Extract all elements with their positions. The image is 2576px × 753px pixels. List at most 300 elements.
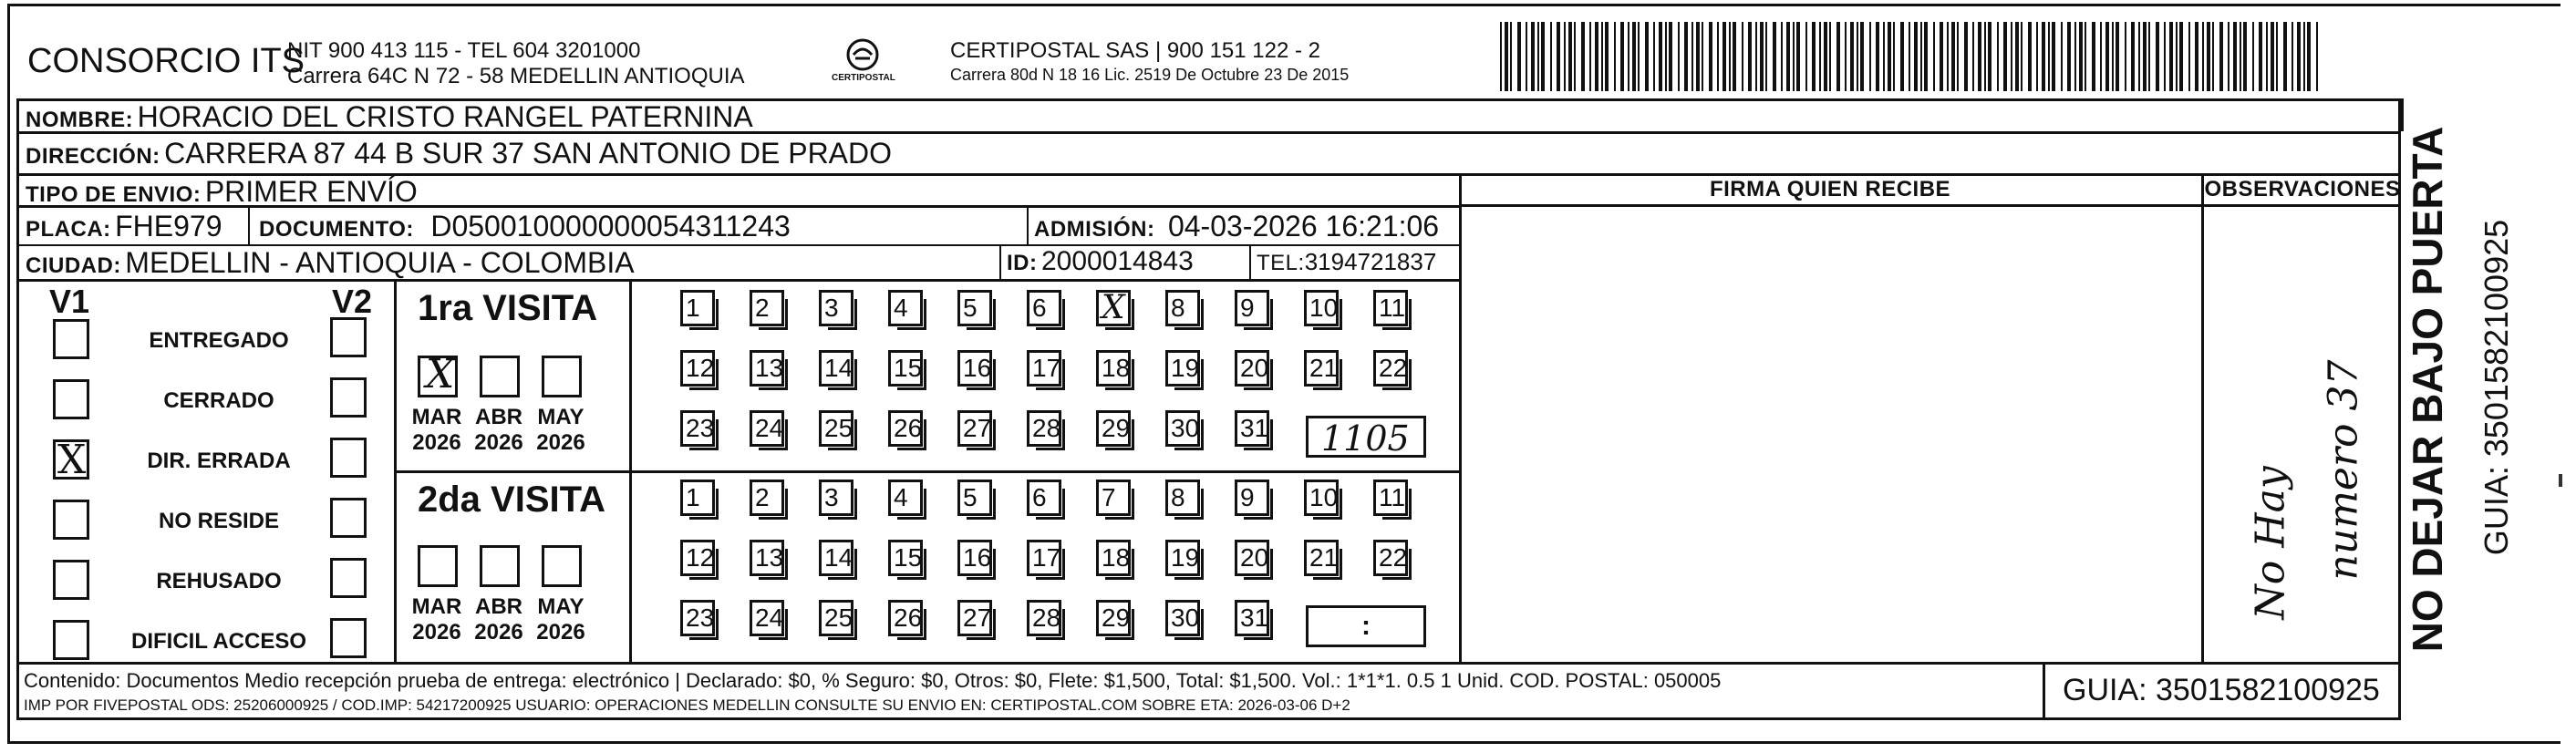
observation-line-1: No Hay [2247,466,2294,620]
logo-text: CERTIPOSTAL [832,73,895,83]
footer-line-2: IMP POR FIVEPOSTAL ODS: 25206000925 / COD.IMP: 54217200925 USUARIO: OPERACIONES MEDELLIN CONSULTE SU ENVIO EN: CERTIPOSTAL.COM SOBRE ETA: 2026-03-06 D+2 [24,696,1350,714]
placa-value: FHE979 [115,210,222,242]
v1-checkbox[interactable] [53,437,89,483]
barcode-bar [1632,22,1636,91]
barcode-bar [1793,22,1795,91]
day-box[interactable]: 20 [1235,540,1269,576]
barcode-bar [2085,22,2086,91]
barcode-bar [2061,22,2063,91]
barcode-bar [1645,22,1649,91]
month-checkbox[interactable] [418,351,458,397]
day-box[interactable]: 28 [1027,600,1061,636]
id-field [1007,246,1194,277]
barcode-bar [1760,22,1764,91]
day-box[interactable]: 27 [957,410,992,447]
barcode-bar [2105,22,2109,91]
barcode-bar [1781,22,1783,91]
barcode-bar [2176,22,2178,91]
footer-guia: GUIA: 3501582100925 [2063,673,2380,707]
barcode-bar [1669,22,1672,91]
day-box[interactable]: 14 [819,540,853,576]
status-option-label: DIR. ERRADA [147,449,291,473]
barcode-bar [1526,22,1527,91]
day-box[interactable]: 22 [1373,540,1408,576]
barcode-bar [1742,22,1743,91]
footer-line-1: Contenido: Documentos Medio recepción prueba de entrega: electrónico | Declarado: $0, % Seguro: $0, Otros: $0, Flete: $1,500, Total: $1,500. Vol.: 1*1*1. 0.5 1 Unid. COD. POSTAL: 050005 [24,669,1722,692]
barcode-bar [1876,22,1879,91]
barcode-bar [1957,22,1959,91]
barcode-bar [1893,22,1895,91]
barcode-bar [2036,22,2038,91]
barcode-bar [1888,22,1891,91]
day-box[interactable]: 8 [1165,480,1200,516]
barcode-bar [1581,22,1585,91]
day-box[interactable]: 13 [750,540,784,576]
barcode-bar [1964,22,1968,91]
day-box[interactable]: 14 [819,350,853,387]
barcode-bar [1857,22,1858,91]
day-box[interactable]: 4 [888,480,923,516]
barcode-bar [1595,22,1598,91]
day-box[interactable]: 16 [957,350,992,387]
barcode [1500,22,2321,91]
v1-label: V1 [49,283,90,320]
direccion-label: DIRECCIÓN: [26,144,160,169]
month-name: MAR [411,594,462,619]
barcode-bar [2276,22,2278,91]
barcode-bar [2243,22,2247,91]
barcode-bar [1729,22,1731,91]
barcode-bar [1717,22,1719,91]
id-value: 2000014843 [1040,246,1194,276]
day-box[interactable]: 5 [957,480,992,516]
day-box[interactable]: 10 [1304,480,1339,516]
admision-field [1034,210,1439,243]
barcode-bar [2266,22,2268,91]
tipo-field [26,175,418,209]
col-line [1027,206,1029,244]
barcode-bar [2028,22,2032,91]
barcode-bar [2188,22,2190,91]
month-label [529,594,593,645]
nombre-label: NOMBRE: [26,108,134,132]
day-box[interactable]: 11 [1373,290,1408,326]
first-visit-label: 1ra VISITA [418,288,598,328]
barcode-bar [1914,22,1918,91]
barcode-bar [1883,22,1885,91]
barcode-bar [1748,22,1752,91]
month-year: 2026 [474,620,523,645]
barcode-bar [1972,22,1974,91]
barcode-bar [2169,22,2173,91]
barcode-bar [1900,22,1904,91]
barcode-bar [1850,22,1854,91]
barcode-bar [1500,22,1502,91]
day-box[interactable]: 20 [1235,350,1269,387]
barcode-bar [1550,22,1552,91]
barcode-bar [1909,22,1910,91]
barcode-bar [1786,22,1790,91]
barcode-bar [2252,22,2254,91]
v1-checkbox[interactable] [53,500,89,540]
day-box[interactable]: 25 [819,410,853,447]
barcode-bar [2164,22,2166,91]
row-line [394,470,1459,473]
barcode-bar [1933,22,1935,91]
barcode-bar [1589,22,1591,91]
documento-value: D050010000000054311243 [430,210,791,242]
v2-checkbox[interactable] [330,377,367,418]
day-box[interactable]: 2 [750,480,784,516]
status-option-label: REHUSADO [156,569,282,593]
day-box[interactable]: 22 [1373,350,1408,387]
address-line: Carrera 64C N 72 - 58 MEDELLIN ANTIOQUIA [287,64,745,88]
barcode-bar [1531,22,1535,91]
barcode-bar [1940,22,1943,91]
month-label [405,594,469,645]
barcode-bar [1537,22,1539,91]
day-box[interactable]: 24 [750,600,784,636]
barcode-bar [1574,22,1576,91]
day-box[interactable]: 21 [1304,350,1339,387]
barcode-bar [2228,22,2229,91]
day-box[interactable]: 1 [680,480,715,516]
barcode-bar [2283,22,2287,91]
month-name: ABR [475,405,522,429]
first-visit-time: 1105 [1321,418,1410,459]
handwritten-observation [2216,310,2389,656]
barcode-bar [1947,22,1949,91]
tipo-label: TIPO DE ENVIO: [26,182,202,207]
v2-checkbox[interactable] [330,498,367,538]
v2-checkbox[interactable] [330,558,367,598]
tipo-value: PRIMER ENVÍO [204,175,418,208]
barcode-bar [2003,22,2007,91]
day-box[interactable]: 2 [750,290,784,326]
day-box[interactable]: 8 [1165,290,1200,326]
col-line [1459,173,1462,663]
barcode-bar [2100,22,2102,91]
barcode-bar [1723,22,1726,91]
barcode-bar [2042,22,2045,91]
barcode-bar [1836,22,1840,91]
edge-mark [2559,474,2562,487]
nombre-value: HORACIO DEL CRISTO RANGEL PATERNINA [137,100,753,133]
barcode-bar [1845,22,1847,91]
placa-field [26,210,222,243]
v2-checkbox[interactable] [330,317,367,357]
v1-checkbox[interactable] [53,319,89,359]
col-line [629,279,632,662]
barcode-bar [2195,22,2198,91]
month-checkbox[interactable] [480,356,520,397]
v2-checkbox[interactable] [330,438,367,478]
barcode-bar [1605,22,1609,91]
month-name: MAY [537,594,585,619]
day-box[interactable]: 31 [1235,600,1269,636]
day-box[interactable]: 28 [1027,410,1061,447]
barcode-bar [2112,22,2114,91]
observation-line-2: numero 37 [2320,359,2367,581]
barcode-bar [2233,22,2237,91]
barcode-bar [2303,22,2305,91]
barcode-bar [2125,22,2126,91]
day-box[interactable]: 18 [1096,540,1131,576]
barcode-bar [1628,22,1629,91]
barcode-bar [2271,22,2274,91]
second-visit-time-box[interactable] [1306,605,1426,647]
documento-label: DOCUMENTO: [259,217,414,242]
barcode-bar [2219,22,2223,91]
barcode-bar [1773,22,1776,91]
day-box[interactable]: 23 [680,600,715,636]
day-box[interactable]: 23 [680,410,715,447]
day-box[interactable]: 29 [1096,410,1131,447]
day-box[interactable]: 16 [957,540,992,576]
day-box[interactable]: 9 [1235,290,1269,326]
col-line [2043,662,2045,720]
day-box[interactable]: 3 [819,480,853,516]
barcode-bar [1678,22,1680,91]
day-box[interactable]: 1 [680,290,715,326]
day-box[interactable]: 19 [1165,540,1200,576]
v1-checkbox[interactable] [53,620,89,660]
barcode-bar [2021,22,2023,91]
month-checkbox[interactable] [542,356,582,397]
day-box[interactable]: 24 [750,410,784,447]
day-box[interactable]: 30 [1165,600,1200,636]
month-checkbox[interactable] [542,545,582,587]
first-visit-time-box[interactable] [1306,416,1426,458]
month-name: MAR [411,405,462,429]
side-guia: GUIA: 3501582100925 [2478,219,2515,556]
barcode-bar [1564,22,1566,91]
day-box[interactable]: 31 [1235,410,1269,447]
v1-checkbox[interactable] [53,379,89,419]
day-box[interactable]: 7 [1096,480,1131,516]
day-mark: X [1102,289,1125,326]
month-check-mark: X [426,351,455,397]
col-line [248,206,250,244]
month-label [467,594,531,645]
day-box[interactable]: 15 [888,350,923,387]
barcode-bar [1951,22,1955,91]
day-box[interactable]: 19 [1165,350,1200,387]
barcode-bar [1812,22,1816,91]
row-line [1459,204,2401,206]
barcode-bar [1805,22,1807,91]
direccion-value: CARRERA 87 44 B SUR 37 SAN ANTONIO DE PRADO [164,137,893,170]
barcode-bar [1819,22,1821,91]
month-name: MAY [537,405,585,429]
barcode-bar [2074,22,2076,91]
barcode-bar [2259,22,2262,91]
ciudad-field [26,246,635,280]
status-option-label: ENTREGADO [149,328,289,353]
barcode-bar [1601,22,1603,91]
barcode-bar [1702,22,1703,91]
barcode-bar [1860,22,1864,91]
observaciones-label: OBSERVACIONES [2204,177,2401,201]
v1-checkbox[interactable] [53,560,89,600]
col-line [999,244,1001,279]
month-year: 2026 [412,620,461,645]
certipostal-logo [832,35,895,91]
barcode-bar [1696,22,1700,91]
company-name: CONSORCIO ITS [27,42,305,80]
barcode-bar [1614,22,1616,91]
month-checkbox[interactable] [418,545,458,587]
nombre-field [26,100,753,134]
barcode-bar [1620,22,1624,91]
day-box[interactable]: 10 [1304,290,1339,326]
barcode-bar [1755,22,1757,91]
barcode-bar [2212,22,2214,91]
tel-field [1257,248,1436,276]
barcode-bar [2207,22,2210,91]
month-label [467,405,531,456]
day-box[interactable]: 26 [888,410,923,447]
day-box[interactable]: 25 [819,600,853,636]
barcode-bar [1557,22,1560,91]
barcode-bar [1920,22,1922,91]
barcode-bar [2240,22,2241,91]
barcode-bar [1541,22,1545,91]
placa-label: PLACA: [26,217,111,242]
barcode-bar [2292,22,2293,91]
month-year: 2026 [536,620,585,645]
col-line [2201,173,2204,663]
day-box[interactable]: 17 [1027,540,1061,576]
barcode-bar [1829,22,1831,91]
day-box[interactable]: 4 [888,290,923,326]
barcode-bar [2307,22,2311,91]
second-visit-time: : [1361,611,1371,641]
documento-field [259,210,791,243]
month-year: 2026 [412,430,461,455]
barcode-bar [1988,22,1991,91]
id-label: ID: [1007,251,1038,275]
day-box[interactable]: 15 [888,540,923,576]
barcode-bar [1659,22,1662,91]
day-box[interactable]: 27 [957,600,992,636]
day-box[interactable]: 18 [1096,350,1131,387]
col-line [1249,244,1251,279]
month-year: 2026 [474,430,523,455]
admision-value: 04-03-2026 16:21:06 [1167,210,1440,242]
barcode-bar [1765,22,1767,91]
month-checkbox[interactable] [480,545,520,587]
day-box[interactable]: 29 [1096,600,1131,636]
day-box[interactable]: 17 [1027,350,1061,387]
firma-label: FIRMA QUIEN RECIBE [1709,177,1951,201]
day-box[interactable]: 6 [1027,480,1061,516]
barcode-bar [1505,22,1508,91]
status-option-label: CERRADO [163,388,274,413]
barcode-bar [2156,22,2159,91]
day-box[interactable]: 13 [750,350,784,387]
v2-label: V2 [332,283,373,320]
barcode-bar [1691,22,1693,91]
tel-label: TEL: [1257,251,1305,275]
barcode-bar [1869,22,1871,91]
barcode-bar [2179,22,2183,91]
month-name: ABR [475,594,522,619]
v1-check-mark: X [57,437,87,483]
barcode-bar [1978,22,1981,91]
barcode-bar [2067,22,2071,91]
barcode-bar [2138,22,2140,91]
barcode-bar [1709,22,1712,91]
barcode-bar [2316,22,2318,91]
barcode-bar [1568,22,1572,91]
direccion-field [26,137,892,170]
tel-value: 3194721837 [1304,248,1437,275]
barcode-bar [2015,22,2019,91]
day-box[interactable]: 12 [680,350,715,387]
day-box[interactable]: 30 [1165,410,1200,447]
day-box[interactable]: 12 [680,540,715,576]
barcode-bar [2116,22,2119,91]
barcode-bar [2011,22,2012,91]
status-option-label: DIFICIL ACCESO [130,629,306,654]
barcode-bar [1653,22,1655,91]
admision-label: ADMISIÓN: [1034,217,1155,242]
month-label [529,405,593,456]
day-box[interactable]: 9 [1235,480,1269,516]
day-box[interactable]: 6 [1027,290,1061,326]
day-box[interactable]: 5 [957,290,992,326]
ciudad-value: MEDELLIN - ANTIOQUIA - COLOMBIA [125,246,635,279]
barcode-bar [2202,22,2204,91]
v2-checkbox[interactable] [330,618,367,658]
barcode-bar [1517,22,1521,91]
barcode-bar [1796,22,1800,91]
certipostal-line: CERTIPOSTAL SAS | 900 151 122 - 2 [950,38,1320,63]
license-line: Carrera 80d N 18 16 Lic. 2519 De Octubre 23 De 2015 [950,66,1350,84]
day-box[interactable]: 21 [1304,540,1339,576]
day-box[interactable]: 26 [888,600,923,636]
barcode-bar [2048,22,2050,91]
barcode-bar [2079,22,2083,91]
barcode-bar [1824,22,1827,91]
barcode-bar [1665,22,1667,91]
barcode-bar [2092,22,2095,91]
barcode-bar [2143,22,2147,91]
second-visit-label: 2da VISITA [418,480,605,520]
barcode-bar [1638,22,1640,91]
barcode-bar [1924,22,1928,91]
month-label [405,405,469,456]
barcode-bar [2052,22,2055,91]
barcode-bar [1984,22,1986,91]
nit-line: NIT 900 413 115 - TEL 604 3201000 [287,38,641,63]
month-year: 2026 [536,430,585,455]
barcode-bar [1684,22,1688,91]
day-box[interactable]: 11 [1373,480,1408,516]
barcode-bar [1997,22,1999,91]
day-box[interactable] [1096,290,1131,326]
barcode-bar [1733,22,1736,91]
status-option-label: NO RESIDE [158,509,280,533]
ciudad-label: CIUDAD: [26,253,121,278]
barcode-bar [2131,22,2135,91]
barcode-bar [2297,22,2301,91]
barcode-bar [1510,22,1512,91]
day-box[interactable]: 3 [819,290,853,326]
barcode-bar [2148,22,2150,91]
side-warning: NO DEJAR BAJO PUERTA [2404,126,2451,653]
